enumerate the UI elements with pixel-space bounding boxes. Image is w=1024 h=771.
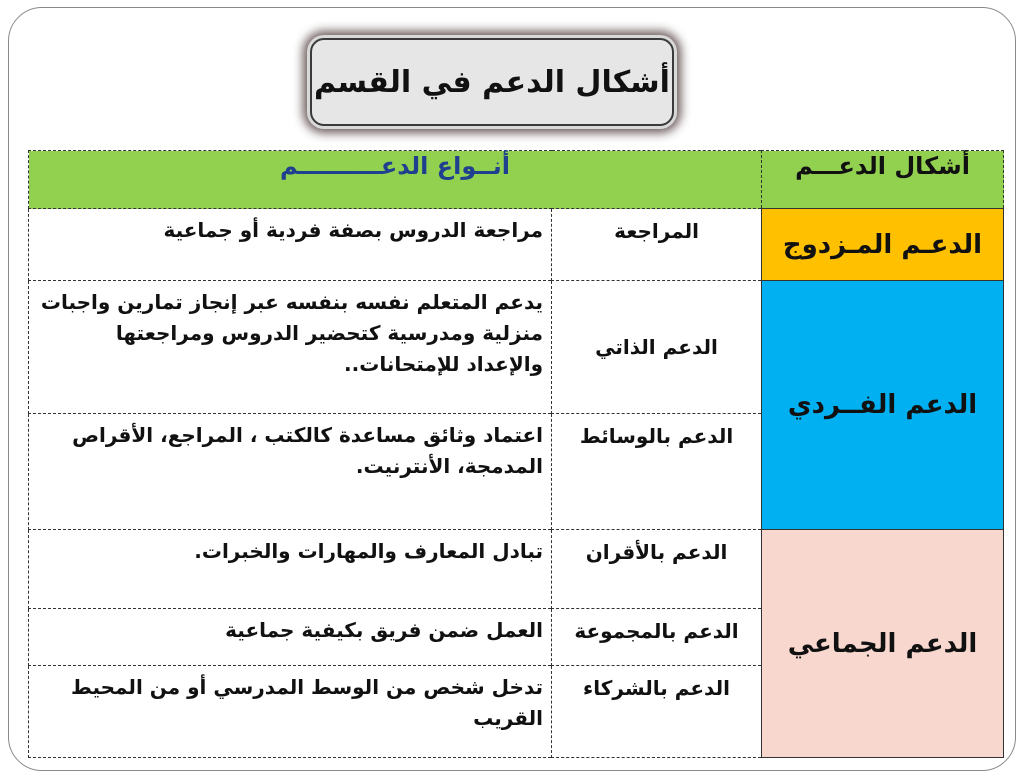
table-row (29, 281, 1004, 414)
desc-media: اعتماد وثائق مساعدة كالكتب ، المراجع، الأقراص المدمجة، الأنترنيت. (29, 414, 552, 530)
header-types: أنــواع الدعــــــــــم (29, 151, 762, 209)
form-group: الدعم الجماعي (762, 530, 1004, 758)
title-box (310, 38, 674, 126)
desc-self: يدعم المتعلم نفسه بنفسه عبر إنجاز تمارين واجبات منزلية ومدرسية كتحضير الدروس ومراجعتها والإعداد للإمتحانات.. (29, 281, 552, 414)
desc-peers: تبادل المعارف والمهارات والخبرات. (29, 530, 552, 609)
table-row (29, 530, 1004, 609)
type-team: الدعم بالمجموعة (552, 609, 762, 666)
type-self: الدعم الذاتي (552, 281, 762, 414)
form-individual: الدعم الفــردي (762, 281, 1004, 530)
type-peers: الدعم بالأقران (552, 530, 762, 609)
form-dual: الدعـم المـزدوج (762, 209, 1004, 281)
page-title: أشكال الدعم في القسم (314, 64, 670, 100)
header-forms: أشكال الدعـــم (762, 151, 1004, 209)
type-media: الدعم بالوسائط (552, 414, 762, 530)
table-header-row (29, 151, 1004, 209)
desc-partners: تدخل شخص من الوسط المدرسي أو من المحيط القريب (29, 666, 552, 758)
desc-team: العمل ضمن فريق بكيفية جماعية (29, 609, 552, 666)
type-partners: الدعم بالشركاء (552, 666, 762, 758)
type-review: المراجعة (552, 209, 762, 281)
desc-review: مراجعة الدروس بصفة فردية أو جماعية (29, 209, 552, 281)
table-row (29, 209, 1004, 281)
support-forms-table (28, 150, 1004, 758)
